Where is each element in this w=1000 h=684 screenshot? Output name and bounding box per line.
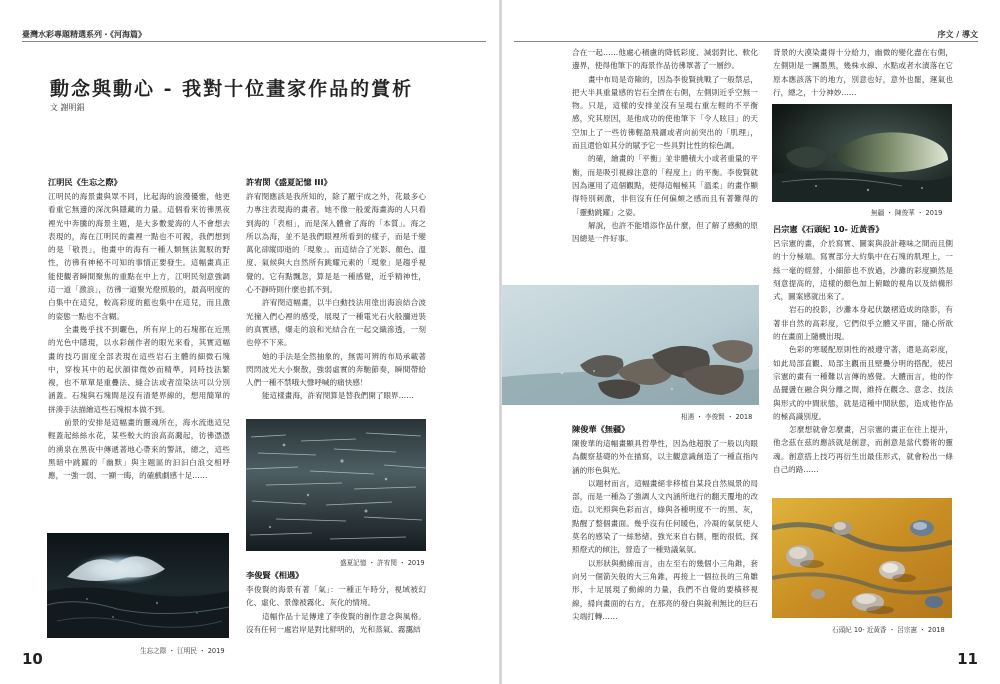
paragraph: 解說，也許不能增添作品什麼，但了解了感動的原因總是一件好事。: [572, 220, 758, 244]
caption-xu: 盛夏記憶 ・ 許宥閔 ・ 2019: [340, 559, 425, 567]
column-3: [572, 46, 758, 282]
paragraph: 以題材而言，這幅畫絕非移植自某段自然風景的局部，而是一種為了強調人文內涵所進行的翻天覆地的改造。以光照與色彩而言，綠與各種明度不一的黑、灰，點醒了整個畫面。幾乎沒有任何暖色，冷凝的氣氛使人莫名的感染了一絲愁緒。強光來自右側，壓的很低，探照燈式的傾注，營造了一種勁議氣氛。: [572, 478, 758, 555]
painting-lu: [772, 498, 952, 618]
page-number-right: 11: [957, 650, 978, 668]
section-heading-xu: 許宥閔《盛夏記憶 III》: [246, 177, 332, 187]
column-4: [773, 222, 953, 490]
paragraph: 江明民的海景畫與眾不同，比起海的浪漫優雅，他更看重它無邊的深沈與隱藏的力量。這個看來彷彿黑夜裡光中奔騰的海景主題，是大多數愛海的人不會想去表現的，海在江明民的畫裡一點也不可親，我們想到的是「敬畏」，他畫中的海有一種人類無法駕馭的野性，彷彿有神秘不可知的事情正要發生。這幅畫真正能使觀者瞬間聚焦的重點在中上方，江明民刻意強調這一道「激浪」，彷彿一道聚光燈照般的，最高明度的白集中在這兒，較高彩度的藍也集中在這兒，而且激的姿態一點也不含糊。: [48, 192, 230, 321]
running-head-right: 序文 / 導文: [937, 30, 978, 39]
paragraph: 怎麼想就會怎麼畫，呂宗憲的畫正在往上提升，他念茲在茲的應該就是創意，而創意是當代藝術的靈魂。創意搭上技巧再衍生出最佳形式，就會粉出一條自己的路……: [773, 425, 953, 475]
section-heading-li: 李俊賢《相遇》: [246, 570, 304, 580]
section-heading-lu: 呂宗憲《石頭紀 10- 近黃香》: [773, 224, 884, 234]
painting-jiang: [47, 533, 229, 638]
article-byline: 文 謝明錩: [50, 103, 85, 112]
section-heading-jiang: 江明民《生忘之際》: [48, 177, 122, 187]
header-rule-right: [514, 41, 978, 42]
page-number-left: 10: [22, 650, 43, 668]
paragraph: 李俊賢的海景有著「氣」：一種正午時分，視域被幻化、虛化、景像被霧化、灰化的情境。: [246, 585, 426, 608]
paragraph: 畫中布局是奇險的，因為李俊賢挑戰了一般禁忌，把大半具重量感的岩石全擠在右側，左側則近乎空無一物。只是，這樣的安排並沒有呈現右重左輕的不平衡感，究其原因，是他成功的使他筆下「令人眩目」的天空加上了一些彷彿輕盈飛灑或者向前突出的「肌理」，而且還恰如其分的賦予它一些具對比性的棕色調。: [572, 74, 758, 151]
paragraph: 她的手法是全然抽象的，無需可辨的布局承載著閃閃波光大小聚散，強弱虛實的奔馳節奏，瞬間帶給人們一種不禁哦大聲呼喊的痛快感！: [246, 351, 426, 388]
column-2: [246, 175, 426, 417]
paragraph: 這幅作品十足傳達了李俊賢的創作意念與風格。沒有任何一處岩岸是對比鮮明的，光和蒸氣、霧靄結: [246, 611, 426, 634]
caption-li: 相遇 ・ 李俊賢 ・ 2018: [681, 413, 753, 421]
painting-chen: [772, 104, 952, 202]
paragraph: 呂宗憲的畫，介於寫實、圖案與設計趣味之間而且側的十分極端。寫實部分大約集中在石塊的肌理上，一絲一毫的經營，小細節也不放過，沙灘的彩度顯然是刻意提高的，這樣的顏色加上俯瞰的視角以及結構形式，圖案感就出來了。: [773, 239, 953, 302]
painting-li: [502, 285, 759, 405]
paragraph: 能這樣畫海，許宥閔算是替我們開了眼界……: [261, 391, 414, 401]
column-2-lower: [246, 568, 426, 644]
paragraph: 許宥閔應該是我所知的，除了羅宇成之外，花最多心力專注表現海的畫者。她不像一般愛海畫海的人只看到海的「表相」，而是深入體會了海的「本質」。海之所以為海，並不是我們眼裡所看到的樣子，而是千變萬化卻縱即逝的「現象」。而這結合了光影、顏色、溫度、氣候與大自然所有跳耀元素的「現象」是趨乎視覺的。它有點飄忽，算是是一種感覺，近乎精神性，心不靜時則什麼也抓不到。: [246, 192, 426, 295]
column-1: [48, 175, 230, 527]
paragraph: 全畫幾乎找不到曬色，所有岸上的石塊都在近黑的光色中隱現，以水彩創作者的眼光來看，其實這幅畫的技巧面度全部表現在這些岩石主體的細微石塊中，穿梭其中的起伏韻律微妙而精準，同時技法繁複，也不單單是重疊法、縫合法或者渲染法可以分別涵蓋。石塊與石塊間是沒有清楚界線的，想用簡單的拼湊手法描繪這些石塊根本做不到。: [48, 324, 230, 414]
section-heading-chen: 陳俊華《無疆》: [572, 424, 630, 434]
paragraph: 以形狀與動線而言，由左至右的幾個小三角錐，套向另一個箭矢般的大三角錐，再接上一個拉長的三角雛形，十足展現了動線的力量，我們不自覺的要橫移視線，掃向畫面的右方，在那亮的發白與銳利無比的巨石尖端打轉……: [572, 558, 758, 621]
paragraph: 背景的大漠染畫得十分給力，幽微的變化盡在右側，左側則是一團墨黑，幾株水線、水點或者水漬落在它原本應該落下的地方，別意也好，意外也罷，運氣也行，總之，十分神妙……: [773, 48, 953, 97]
paragraph: 的確，繪畫的「平衡」並非體積大小或者重量的平衡，而是吸引視線注意的「程度上」的平衡。李俊賢就因為運用了這個觀點，使得這幅極其「溫柔」的畫作顯得特別刺激，非但沒有任何偏頗之感而且有著難得的「靈動跳躍」之姿。: [572, 154, 758, 217]
paragraph: 陳俊華的這幅畫顯具哲學性，因為他超脫了一般以肉眼為觀察基礎的外在描寫，以主觀意識創造了一種直指內涵的形色與光。: [572, 439, 758, 475]
header-rule-left: [22, 41, 486, 42]
paragraph: 前景的安排是這幅畫的靈魂所在，海水流進這兒輕蓋起絲絲水花，某些較大的浪高高濺起，彷彿憑憑的湧泉在黑夜中傳遞著地心帶來的警訊，總之，這些黑暗中跳躍的「幽默」與主題區的汩汩白浪交相呼應，一強一弱、一顯一晦，的確戲劇感十足……: [48, 418, 230, 481]
paragraph: 岩石的投影，沙灘本身起伏皺褶造成的陰影，有著非自然的高彩度，它們似乎立體又平面，隨心所欲的在畫面上隨機出現。: [773, 305, 953, 342]
article-title: 動念與動心 - 我對十位畫家作品的賞析: [50, 78, 414, 100]
column-4-top: [773, 46, 953, 100]
caption-chen: 無疆 ・ 陳俊華 ・ 2019: [871, 209, 943, 217]
caption-jiang: 生忘之際 ・ 江明民 ・ 2019: [140, 647, 225, 655]
paragraph: 合在一起……他處心積慮的降低彩度、減弱對比、軟化邊界，使得他筆下的海景作品彷彿罩著了一層紗。: [572, 48, 758, 71]
paragraph: 許宥閔這幅畫，以半白動技法用塗出海浪結合波光撞入們心裡的感受，展現了一種電光石火般瀰迸裝的真實感，爆走的浪和光結合在一起交織滲透，一刻也停不下來。: [246, 298, 426, 348]
column-3-lower: [572, 422, 758, 644]
caption-lu: 石頭紀 10- 近黃香 ・ 呂宗憲 ・ 2018: [832, 626, 945, 634]
painting-xu: [246, 419, 426, 551]
running-head-left: 臺灣水彩專題精選系列・《河海篇》: [22, 30, 146, 39]
paragraph: 色彩的寒暖配原則性的被遵守著，還是高彩度，如此局部直觀、局部主觀而且壁疊分明的搭配，使呂宗憲的畫有一種難以言傳的感覺。大體而言，他的作品擺盪在融合與分離之間，維持在觀念、意念、技法與形式的中間狀態，就是這種中間狀態，造成他作品的極高識別度。: [773, 345, 953, 421]
